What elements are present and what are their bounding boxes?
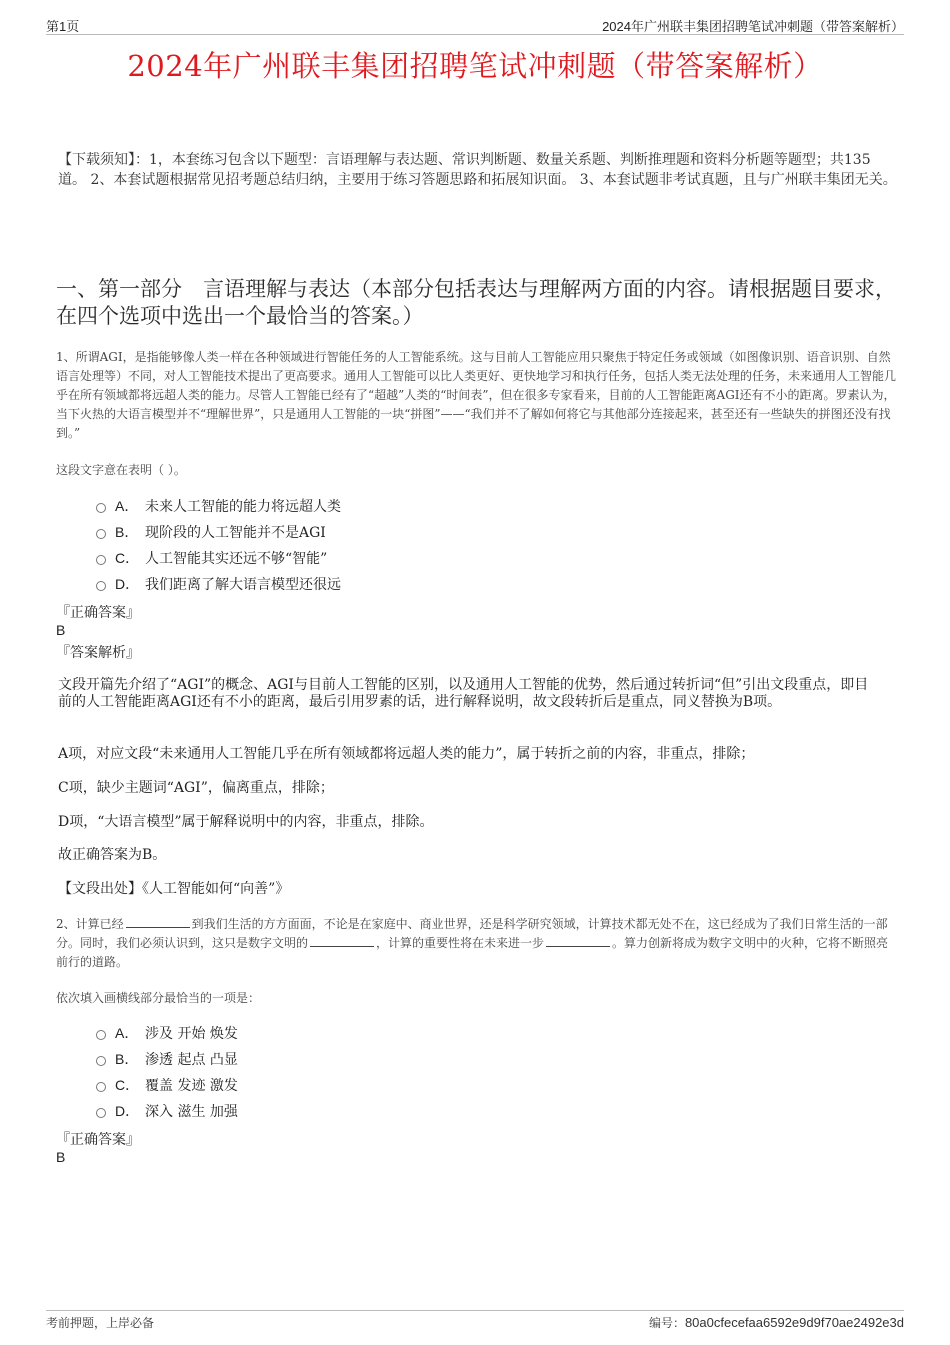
q2-answer: B bbox=[56, 1149, 66, 1165]
footer-divider bbox=[46, 1310, 904, 1311]
fill-blank-1 bbox=[126, 915, 190, 928]
q2-option-a[interactable] bbox=[96, 1023, 238, 1043]
q1-analysis-paragraph: 文段开篇先介绍了“AGI”的概念、AGI与目前人工智能的区别，以及通用人工智能的优势，然后通过转折词“但”引出文段重点，即目前的人工智能距离AGI还有不小的距离，最后引用罗素的话，进行解释说明，故文段转折后是重点，同义替换为B项。 bbox=[58, 677, 869, 710]
q1-answer: B bbox=[56, 622, 66, 638]
option-text: 现阶段的人工智能并不是AGI bbox=[145, 525, 326, 541]
question-1-prompt: 这段文字意在表明（ ）。 bbox=[56, 463, 186, 477]
question-2-text: 2、计算已经 到我们生活的方方面面，不论是在家庭中、商业世界，还是科学研究领域，计算技术都无处不在，这已经成为了我们日常生活的一部分。同时，我们必须认识到，这只是数字文明的 ，计算的重要性将在未来进一步 。算力创新将成为数字文明中的火种，它将不断照亮前行的道路。 bbox=[56, 917, 889, 969]
q1-answer-label: 『正确答案』 bbox=[56, 605, 140, 621]
option-text: 深入 滋生 加强 bbox=[145, 1104, 238, 1120]
question-2-prompt: 依次填入画横线部分最恰当的一项是： bbox=[56, 991, 261, 1005]
q2-option-d[interactable] bbox=[96, 1101, 238, 1121]
q1-option-b[interactable] bbox=[96, 522, 326, 542]
q1-option-d[interactable] bbox=[96, 574, 341, 594]
option-text: 我们距离了解大语言模型还很远 bbox=[145, 577, 341, 593]
radio-icon[interactable] bbox=[96, 581, 106, 591]
q1-conclusion: 故正确答案为B。 bbox=[58, 847, 167, 863]
q2-option-c[interactable] bbox=[96, 1075, 238, 1095]
header-doc-title: 2024年广州联丰集团招聘笔试冲刺题（带答案解析） bbox=[602, 19, 904, 34]
option-letter: C． bbox=[115, 550, 140, 566]
document-title: 2024年广州联丰集团招聘笔试冲刺题（带答案解析） bbox=[127, 49, 823, 83]
q1-option-c[interactable] bbox=[96, 548, 327, 568]
q1-option-a[interactable] bbox=[96, 496, 341, 516]
option-text: 覆盖 发迹 激发 bbox=[145, 1078, 238, 1094]
radio-icon[interactable] bbox=[96, 529, 106, 539]
radio-icon[interactable] bbox=[96, 1082, 106, 1092]
download-notice: 【下载须知】：1，本套练习包含以下题型：言语理解与表达题、常识判断题、数量关系题、判断推理题和资料分析题等题型；共135道。 2、本套试题根据常见招考题总结归纳，主要用于练习答题思路和拓展知识面。 3、本套试题非考试真题，且与广州联丰集团无关。 bbox=[58, 152, 897, 188]
option-text: 未来人工智能的能力将远超人类 bbox=[145, 499, 341, 515]
radio-icon[interactable] bbox=[96, 555, 106, 565]
option-letter: B． bbox=[115, 1051, 139, 1067]
option-text: 渗透 起点 凸显 bbox=[145, 1052, 238, 1068]
option-letter: B． bbox=[115, 524, 139, 540]
q1-analysis-label: 『答案解析』 bbox=[56, 645, 140, 661]
footer-code-label: 编号： bbox=[648, 1316, 685, 1330]
option-letter: A． bbox=[115, 498, 139, 514]
fill-blank-2 bbox=[310, 934, 374, 947]
option-text: 涉及 开始 焕发 bbox=[145, 1026, 238, 1042]
option-letter: A． bbox=[115, 1025, 139, 1041]
footer-slogan: 考前押题，上岸必备 bbox=[46, 1316, 155, 1330]
q2-option-b[interactable] bbox=[96, 1049, 238, 1069]
question-1-text: 1、所谓AGI，是指能够像人类一样在各种领域进行智能任务的人工智能系统。这与目前人工智能应用只聚焦于特定任务或领域（如图像识别、语音识别、自然语言处理等）不同，对人工智能技术提出了更高要求。通用人工智能可以比人类更好、更快地学习和执行任务，包括人类无法处理的任务，未来通用人工智能几乎在所有领域都将远超人类的能力。尽管人工智能已经有了“超越”人类的“时间表”，但在很多专家看来，目前的人工智能距离AGI还有不小的距离。罗素认为，当下火热的大语言模型并不“理解世界”，只是通用人工智能的一块“拼图”——“我们并不了解如何将它与其他部分连接起来，甚至还有一些缺失的拼图还没有找到。” bbox=[56, 350, 897, 440]
header-divider bbox=[46, 34, 904, 35]
option-letter: C． bbox=[115, 1077, 140, 1093]
page-number: 第1页 bbox=[46, 19, 80, 34]
q1-analysis-option-c: C项，缺少主题词“AGI”，偏离重点，排除； bbox=[58, 780, 334, 796]
option-letter: D． bbox=[115, 1103, 140, 1119]
radio-icon[interactable] bbox=[96, 1030, 106, 1040]
section-heading: 一、第一部分 言语理解与表达（本部分包括表达与理解两方面的内容。请根据题目要求，在四个选项中选出一个最恰当的答案。） bbox=[56, 277, 896, 328]
radio-icon[interactable] bbox=[96, 503, 106, 513]
q1-source: 【文段出处】《人工智能如何“向善”》 bbox=[58, 881, 290, 897]
radio-icon[interactable] bbox=[96, 1108, 106, 1118]
fill-blank-3 bbox=[546, 934, 610, 947]
radio-icon[interactable] bbox=[96, 1056, 106, 1066]
footer-code bbox=[649, 1314, 904, 1331]
footer-code-value: 80a0cfecefaa6592e9d9f70ae2492e3d bbox=[684, 1315, 904, 1330]
q2-answer-label: 『正确答案』 bbox=[56, 1132, 140, 1148]
q1-analysis-option-a: A项，对应文段“未来通用人工智能几乎在所有领域都将远超人类的能力”，属于转折之前的内容，非重点，排除； bbox=[58, 746, 755, 762]
option-letter: D． bbox=[115, 576, 140, 592]
option-text: 人工智能其实还远不够“智能” bbox=[145, 551, 328, 567]
q1-analysis-option-d: D项，“大语言模型”属于解释说明中的内容，非重点，排除。 bbox=[58, 814, 434, 830]
